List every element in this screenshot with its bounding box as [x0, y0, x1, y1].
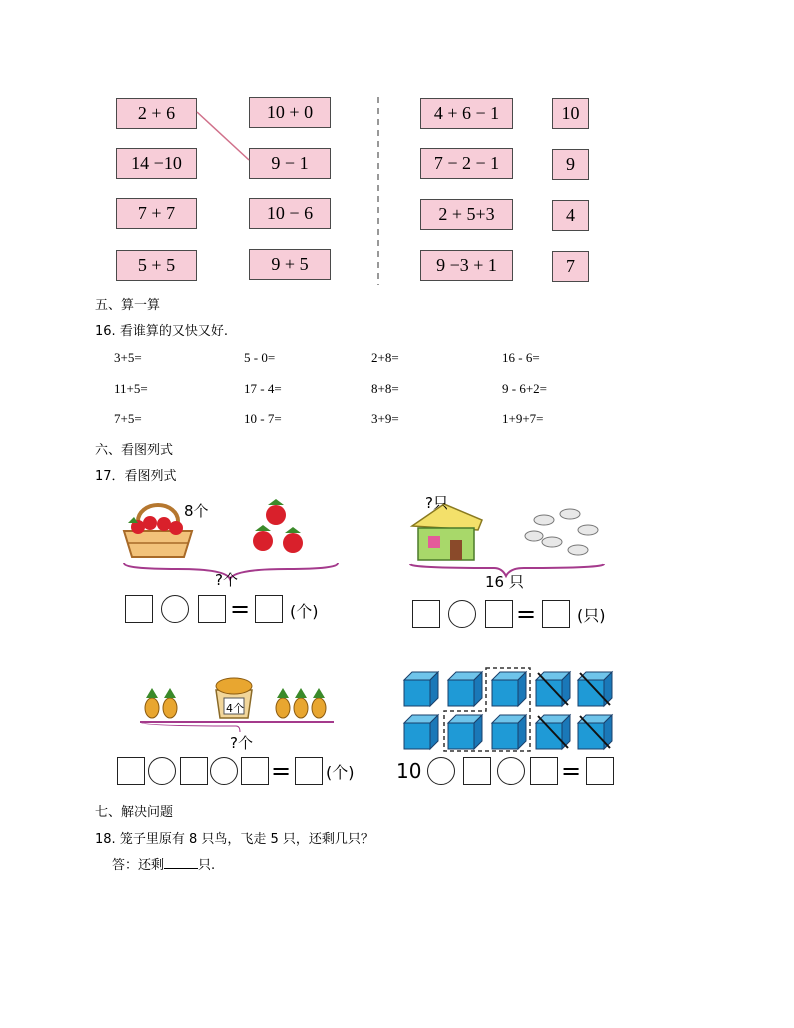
answer-blank[interactable] — [164, 856, 198, 869]
pic3-total-label: ?个 — [230, 734, 253, 752]
answer-box[interactable] — [530, 757, 558, 785]
pic2-count-label: ?只 — [425, 494, 448, 512]
equals-sign: = — [271, 757, 292, 785]
answer-box[interactable] — [241, 757, 269, 785]
question18-number: 18. — [95, 832, 116, 847]
arith-3-3: 3+9= — [371, 411, 399, 426]
expr-box-left-4: 5 + 5 — [116, 250, 197, 281]
operator-circle[interactable] — [161, 595, 189, 623]
pic3-unit: (个) — [326, 763, 355, 782]
answer-box[interactable] — [180, 757, 208, 785]
answer-prefix: 答：还剩 — [112, 858, 165, 873]
pic1-total-label: ?个 — [215, 571, 238, 589]
expr-box-right-4: 9 −3 + 1 — [420, 250, 513, 281]
strawberry-basket-picture — [118, 493, 358, 593]
answer-line — [112, 854, 215, 873]
section5-heading: 五、算一算 — [95, 298, 161, 313]
arith-2-2: 17 - 4= — [244, 381, 282, 396]
pic2-unit: (只) — [577, 606, 606, 625]
answer-box[interactable] — [412, 600, 440, 628]
arith-3-1: 7+5= — [114, 411, 142, 426]
answer-box[interactable] — [542, 600, 570, 628]
pic3-basket-label: 4个 — [226, 702, 244, 715]
blue-cubes-picture — [398, 665, 618, 755]
operator-circle[interactable] — [448, 600, 476, 628]
answer-box[interactable] — [255, 595, 283, 623]
arith-3-2: 10 - 7= — [244, 411, 282, 426]
equals-sign: = — [561, 757, 582, 785]
expr-box-mid-1: 10 + 0 — [249, 97, 331, 128]
operator-circle[interactable] — [427, 757, 455, 785]
arith-1-2: 5 - 0= — [244, 350, 276, 365]
num-box-4: 7 — [552, 251, 589, 282]
expr-box-left-3: 7 + 7 — [116, 198, 197, 229]
arith-1-4: 16 - 6= — [502, 350, 540, 365]
expr-box-mid-2: 9 − 1 — [249, 148, 331, 179]
expr-box-mid-4: 9 + 5 — [249, 249, 331, 280]
arith-1-1: 3+5= — [114, 350, 142, 365]
expr-box-left-2: 14 −10 — [116, 148, 197, 179]
operator-circle[interactable] — [148, 757, 176, 785]
question18 — [95, 828, 374, 847]
expr-box-right-1: 4 + 6 − 1 — [420, 98, 513, 129]
question16 — [95, 320, 228, 339]
equals-sign: = — [230, 595, 251, 623]
answer-suffix: 只. — [198, 858, 216, 873]
pic4-start-number: 10 — [396, 759, 422, 783]
num-box-2: 9 — [552, 149, 589, 180]
operator-circle[interactable] — [210, 757, 238, 785]
expr-box-mid-3: 10 − 6 — [249, 198, 331, 229]
answer-box[interactable] — [485, 600, 513, 628]
expr-box-right-2: 7 − 2 − 1 — [420, 148, 513, 179]
arith-1-3: 2+8= — [371, 350, 399, 365]
expr-box-right-3: 2 + 5+3 — [420, 199, 513, 230]
arith-3-4: 1+9+7= — [502, 411, 544, 426]
answer-box[interactable] — [117, 757, 145, 785]
num-box-1: 10 — [552, 98, 589, 129]
answer-box[interactable] — [586, 757, 614, 785]
question17-label: 17．看图列式 — [95, 469, 177, 484]
expr-box-left-1: 2 + 6 — [116, 98, 197, 129]
answer-box[interactable] — [463, 757, 491, 785]
arith-2-4: 9 - 6+2= — [502, 381, 547, 396]
section7-heading: 七、解决问题 — [95, 805, 174, 820]
section6-heading: 六、看图列式 — [95, 443, 174, 458]
question16-text: 看谁算的又快又好. — [119, 324, 228, 339]
pic1-unit: (个) — [290, 602, 319, 621]
answer-box[interactable] — [295, 757, 323, 785]
pic2-total-label: 16 只 — [485, 573, 524, 591]
pic1-count-label: 8个 — [184, 502, 209, 520]
match-line — [0, 0, 794, 300]
num-box-3: 4 — [552, 200, 589, 231]
answer-box[interactable] — [125, 595, 153, 623]
answer-box[interactable] — [198, 595, 226, 623]
question16-number: 16. — [95, 324, 116, 339]
arith-2-1: 11+5= — [114, 381, 148, 396]
operator-circle[interactable] — [497, 757, 525, 785]
arith-2-3: 8+8= — [371, 381, 399, 396]
question18-text: 笼子里原有 8 只鸟，飞走 5 只，还剩几只？ — [119, 832, 374, 847]
equals-sign: = — [516, 600, 537, 628]
